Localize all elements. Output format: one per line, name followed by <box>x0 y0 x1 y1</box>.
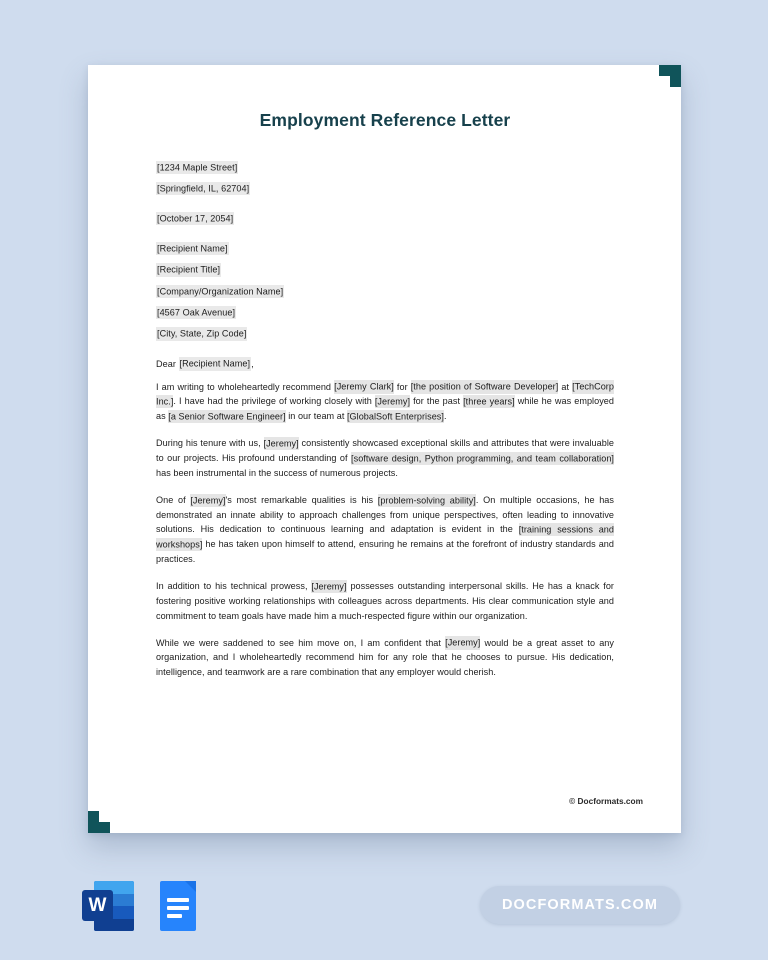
sender-address-street: [1234 Maple Street] <box>157 162 238 172</box>
placeholder-token: [Jeremy Clark] <box>334 381 394 392</box>
recipient-address-block <box>156 244 614 338</box>
placeholder-token: [Jeremy] <box>374 396 411 407</box>
body-text: in our team at <box>285 411 347 422</box>
placeholder-token: [the position of Software Developer] <box>410 381 559 392</box>
format-icon-group <box>82 878 206 934</box>
para-1 <box>156 380 614 424</box>
recipient-title: [Recipient Title] <box>157 264 221 275</box>
gdocs-icon-text-line <box>167 898 189 902</box>
body-text: at <box>558 381 573 392</box>
body-text: During his tenure with us, <box>156 438 264 449</box>
google-docs-icon[interactable] <box>150 878 206 934</box>
placeholder-token: [Jeremy] <box>190 495 226 505</box>
salutation-line <box>156 359 614 369</box>
placeholder-token: [training sessions and workshops] <box>156 524 615 550</box>
para-5 <box>156 636 614 680</box>
letter-body <box>156 380 614 680</box>
body-text: In addition to his technical prowess, <box>156 581 312 592</box>
recipient-name: [Recipient Name] <box>157 243 228 254</box>
placeholder-token: [software design, Python programming, and team collaboration] <box>351 453 614 464</box>
page-title: Employment Reference Letter <box>259 110 511 130</box>
placeholder-token: [Jeremy] <box>445 637 481 648</box>
body-text: for the past <box>410 396 464 407</box>
para-2 <box>156 436 614 480</box>
body-text: . <box>443 411 447 422</box>
para-3 <box>156 493 614 567</box>
placeholder-token: [TechCorp Inc.] <box>156 381 614 407</box>
body-text: while he was employed as <box>156 396 614 422</box>
letter-date: [October 17, 2054] <box>157 213 234 224</box>
recipient-street: [4567 Oak Avenue] <box>157 307 236 318</box>
corner-accent-bottom-left <box>88 811 110 833</box>
body-text: . I have had the privilege of working closely with <box>173 396 375 407</box>
body-text: would be a great asset to any organization, and I wholeheartedly recommend him for any role that he chooses to pursue. His dedication, intelligence, and teamwork are a rare combination that any employer would cherish. <box>156 637 614 678</box>
document-page <box>88 65 681 833</box>
placeholder-token: [a Senior Software Engineer] <box>168 411 286 422</box>
salutation-prefix: Dear <box>156 358 179 369</box>
recipient-address-line <box>156 266 614 275</box>
placeholder-token: [Jeremy] <box>311 581 347 592</box>
gdocs-icon-fold <box>185 881 196 892</box>
gdocs-icon-text-line <box>167 906 189 910</box>
placeholder-token: [Jeremy] <box>263 438 299 449</box>
document-footer-credit: © Docformats.com <box>569 796 643 806</box>
recipient-address-line <box>156 308 614 317</box>
body-text: consistently showcased exceptional skills and attributes that were invaluable to our projects. His profound understanding of <box>156 438 615 464</box>
sender-address-line <box>156 163 614 172</box>
body-text: While we were saddened to see him move on, I am confident that <box>156 637 446 648</box>
sender-address-line <box>156 184 614 193</box>
sender-address-block <box>156 163 614 193</box>
para-4 <box>156 579 614 623</box>
body-text: I am writing to wholeheartedly recommend <box>156 381 335 392</box>
gdocs-icon-sheet <box>160 881 196 931</box>
word-icon-letter: W <box>82 890 113 921</box>
microsoft-word-icon[interactable] <box>82 878 138 934</box>
salutation-placeholder: [Recipient Name] <box>179 358 251 369</box>
gdocs-icon-text-line <box>167 914 182 918</box>
recipient-address-line <box>156 330 614 339</box>
body-text: he has taken upon himself to attend, ensuring he remains at the forefront of industry standards and practices. <box>156 539 614 564</box>
corner-accent-top-right <box>659 65 681 87</box>
body-text: has been instrumental in the success of numerous projects. <box>156 467 398 478</box>
salutation-suffix: , <box>251 358 254 369</box>
letter-date-line <box>156 214 614 223</box>
placeholder-token: [problem-solving ability] <box>377 495 476 505</box>
body-text: One of <box>156 495 191 505</box>
body-text: 's most remarkable qualities is his <box>225 495 378 505</box>
document-content <box>156 110 614 692</box>
recipient-city: [City, State, Zip Code] <box>157 328 247 339</box>
body-text: . On multiple occasions, he has demonstrated an innate ability to approach challenges from unique perspectives, often leading to innovative solutions. His dedication to continuous learning and adaptation is evident in the <box>156 495 614 535</box>
recipient-company: [Company/Organization Name] <box>157 286 284 297</box>
placeholder-token: [three years] <box>463 396 515 407</box>
body-text: for <box>393 381 411 392</box>
recipient-address-line <box>156 287 614 296</box>
sender-address-city: [Springfield, IL, 62704] <box>157 183 250 194</box>
brand-badge[interactable]: DOCFORMATS.COM <box>480 886 680 924</box>
body-text: possesses outstanding interpersonal skills. He has a knack for fostering positive working relationships with colleagues across departments. His clear communication style and commitment to team goals have made him a much-respected figure within our organization. <box>156 581 614 621</box>
placeholder-token: [GlobalSoft Enterprises] <box>346 411 444 422</box>
recipient-address-line <box>156 244 614 253</box>
